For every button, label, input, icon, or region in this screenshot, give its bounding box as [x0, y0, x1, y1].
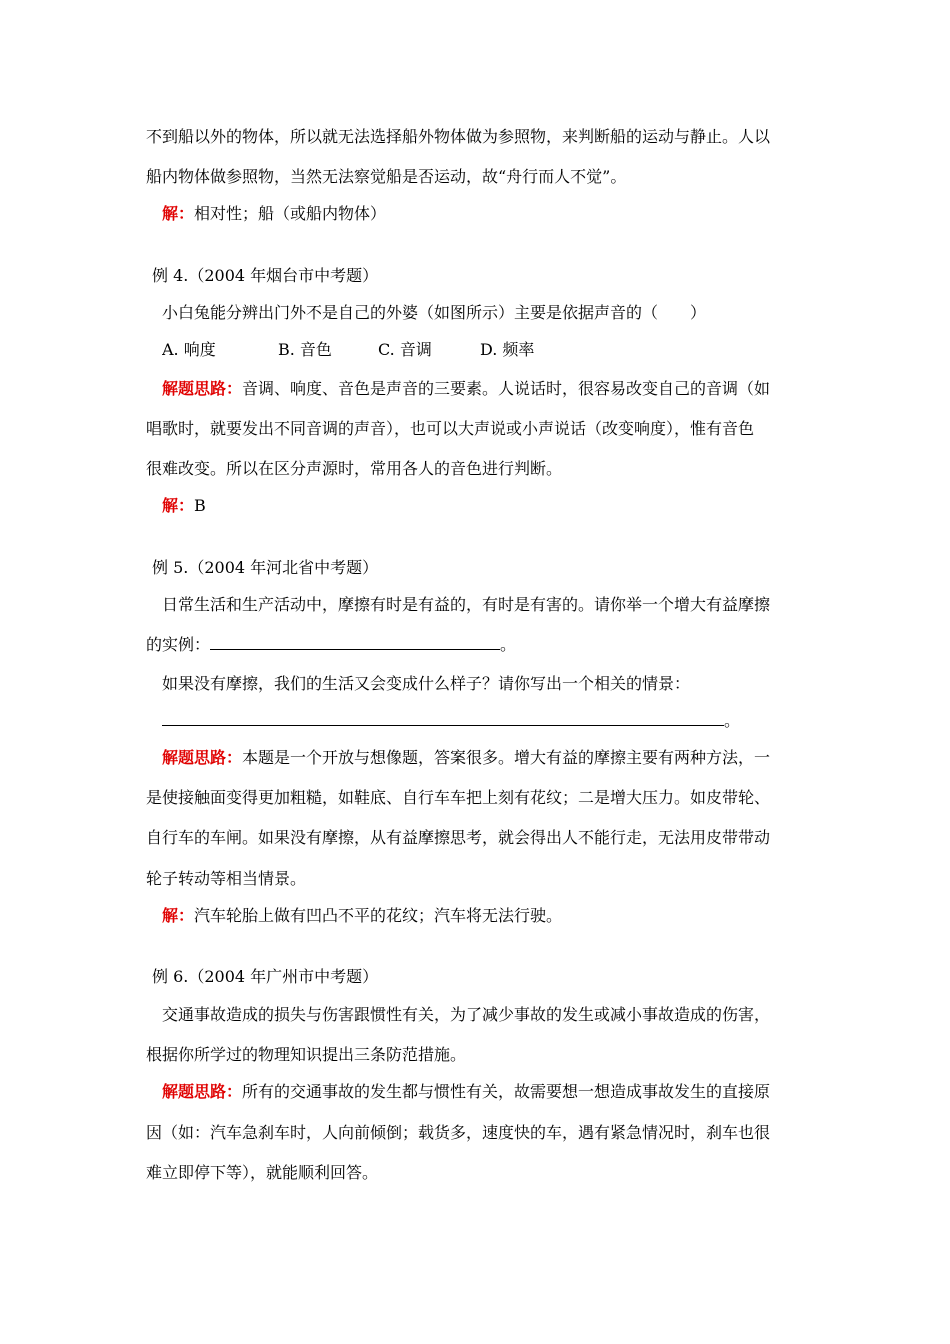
answer-label: 解： — [162, 906, 195, 925]
idea-text: 音调、响度、音色是声音的三要素。人说话时，很容易改变自己的音调（如 — [242, 379, 771, 398]
example-4-header: 例 4.（2004 年烟台市中考题） — [152, 266, 379, 285]
answer-text: B — [194, 496, 206, 515]
example-4-idea-line-1 — [162, 378, 810, 400]
example-4-answer — [162, 495, 810, 517]
example-5-question-1-line-1: 日常生活和生产活动中，摩擦有时是有益的，有时是有害的。请你举一个增大有益摩擦 — [162, 595, 771, 614]
example-5-idea-line-4: 轮子转动等相当情景。 — [146, 869, 307, 888]
idea-label: 解题思路： — [162, 748, 243, 767]
example-4-options — [162, 339, 810, 361]
idea-text: 所有的交通事故的发生都与惯性有关，故需要想一想造成事故发生的直接原 — [242, 1082, 771, 1101]
example-4-question: 小白兔能分辨出门外不是自己的外婆（如图所示）主要是依据声音的（ ） — [162, 303, 707, 322]
example-6-header: 例 6.（2004 年广州市中考题） — [152, 967, 379, 986]
example-5-idea-line-3: 自行车的车闸。如果没有摩擦，从有益摩擦思考，就会得出人不能行走，无法用皮带带动 — [146, 828, 771, 847]
option-a: A. 响度 — [162, 340, 216, 359]
example-5-header: 例 5.（2004 年河北省中考题） — [152, 558, 379, 577]
question-prefix: 的实例： — [146, 635, 211, 654]
example-5-idea-line-1 — [162, 747, 810, 769]
answer-blank-1[interactable] — [210, 635, 500, 650]
question-suffix: 。 — [724, 711, 741, 730]
answer-text: 相对性；船（或船内物体） — [194, 204, 387, 223]
intro-answer — [162, 203, 810, 225]
example-5-question-2-line-1: 如果没有摩擦，我们的生活又会变成什么样子？请你写出一个相关的情景： — [162, 674, 691, 693]
example-5-idea-line-2: 是使接触面变得更加粗糙，如鞋底、自行车车把上刻有花纹；二是增大压力。如皮带轮、 — [146, 788, 771, 807]
example-6-idea-line-2: 因（如：汽车急刹车时，人向前倾倒；载货多，速度快的车，遇有紧急情况时，刹车也很 — [146, 1123, 771, 1142]
intro-paragraph-line-1: 不到船以外的物体，所以就无法选择船外物体做为参照物，来判断船的运动与静止。人以 — [146, 127, 771, 146]
answer-label: 解： — [162, 496, 195, 515]
answer-blank-2[interactable] — [162, 711, 724, 726]
example-6-question-line-1: 交通事故造成的损失与伤害跟惯性有关，为了减少事故的发生或减小事故造成的伤害， — [162, 1005, 771, 1024]
question-suffix: 。 — [500, 635, 517, 654]
idea-label: 解题思路： — [162, 1082, 243, 1101]
example-5-question-2-line-2 — [162, 710, 810, 732]
option-b: B. 音色 — [278, 340, 332, 359]
idea-text: 本题是一个开放与想像题，答案很多。增大有益的摩擦主要有两种方法，一 — [242, 748, 771, 767]
idea-label: 解题思路： — [162, 379, 243, 398]
answer-label: 解： — [162, 204, 195, 223]
intro-paragraph-line-2: 船内物体做参照物，当然无法察觉船是否运动，故“舟行而人不觉”。 — [146, 167, 627, 186]
example-5-question-1-line-2 — [146, 634, 810, 656]
example-6-question-line-2: 根据你所学过的物理知识提出三条防范措施。 — [146, 1045, 467, 1064]
example-4-idea-line-2: 唱歌时，就要发出不同音调的声音），也可以大声说或小声说话（改变响度），惟有音色 — [146, 419, 755, 438]
example-4-idea-line-3: 很难改变。所以在区分声源时，常用各人的音色进行判断。 — [146, 459, 563, 478]
example-6-idea-line-3: 难立即停下等），就能顺利回答。 — [146, 1163, 379, 1182]
example-6-idea-line-1 — [162, 1081, 810, 1103]
option-d: D. 频率 — [480, 340, 535, 359]
answer-text: 汽车轮胎上做有凹凸不平的花纹；汽车将无法行驶。 — [194, 906, 563, 925]
option-c: C. 音调 — [378, 340, 432, 359]
example-5-answer — [162, 905, 810, 927]
